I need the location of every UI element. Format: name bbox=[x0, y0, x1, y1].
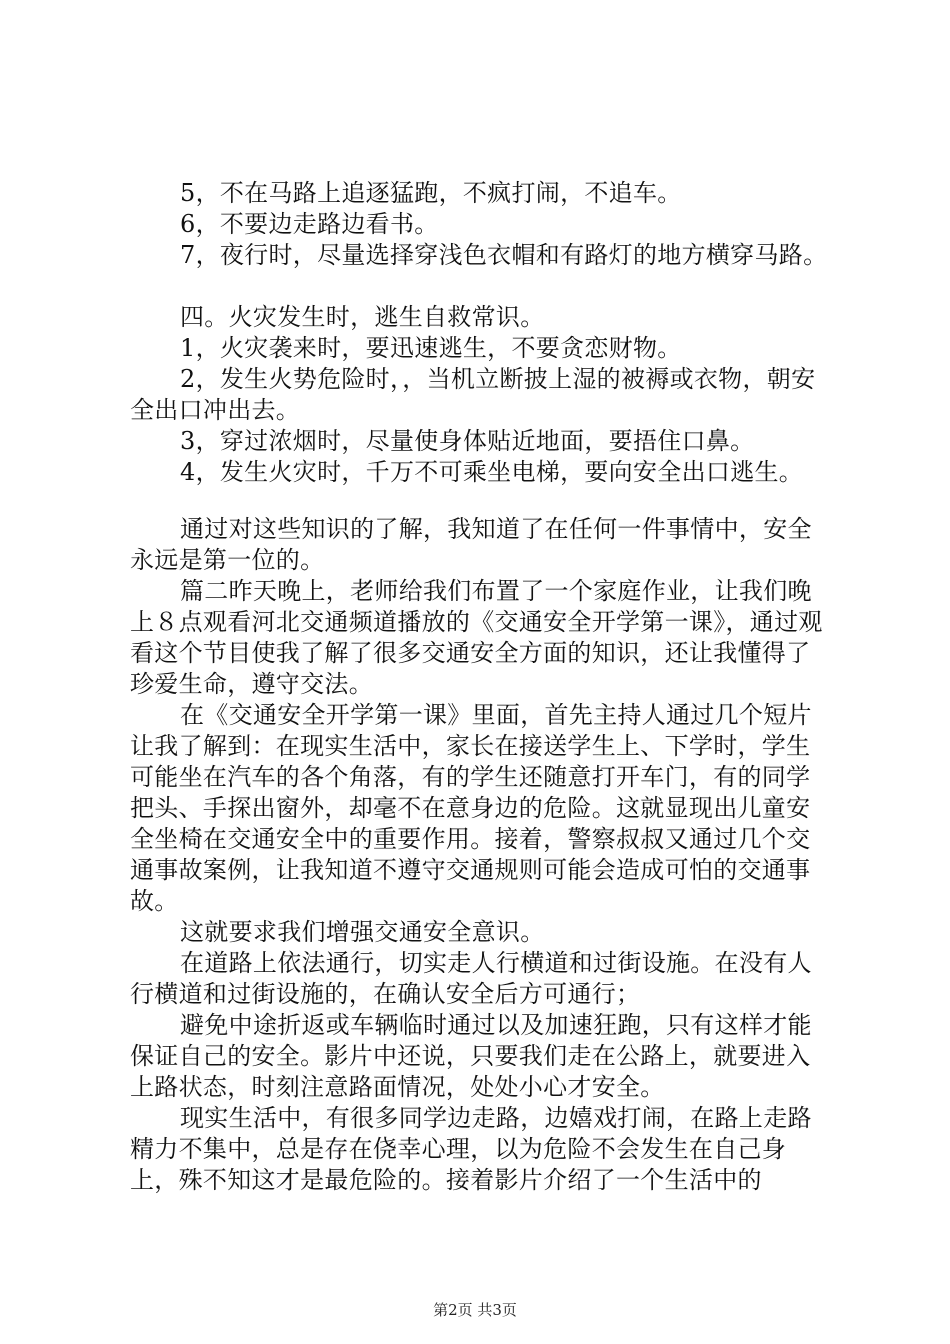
paragraph-awareness: 这就要求我们增强交通安全意识。 bbox=[180, 918, 545, 946]
paragraph-fire-4: 4，发生火灾时，千万不可乘坐电梯，要向安全出口逃生。 bbox=[180, 458, 804, 486]
paragraph-rule-5: 5，不在马路上追逐猛跑，不疯打闹，不追车。 bbox=[180, 179, 682, 207]
paragraph-crossing: 在道路上依法通行，切实走人行横道和过街设施。在没有人行横道和过街设施的，在确认安全后方可通行； bbox=[130, 949, 812, 1008]
paragraph-program-content: 在《交通安全开学第一课》里面，首先主持人通过几个短片让我了解到：在现实生活中，家长在接送学生上、下学时，学生可能坐在汽车的各个角落，有的学生还随意打开车门，有的同学把头、手探出窗外，却毫不在意身边的危险。这就显现出儿童安全坐椅在交通安全中的重要作用。接着，警察叔叔又通过几个交通事故案例，让我知道不遵守交通规则可能会造成可怕的交通事故。 bbox=[130, 701, 812, 915]
page-number-footer: 第2页 共3页 bbox=[433, 1301, 517, 1319]
paragraph-essay-two-intro: 篇二昨天晚上，老师给我们布置了一个家庭作业，让我们晚上８点观看河北交通频道播放的《交通安全开学第一课》，通过观看这个节目使我了解了很多交通安全方面的知识，还让我懂得了珍爱生命，遵守交法。 bbox=[130, 577, 823, 698]
paragraph-fire-1: 1，火灾袭来时，要迅速逃生，不要贪恋财物。 bbox=[180, 334, 682, 362]
paragraph-rule-7: 7，夜行时，尽量选择穿浅色衣帽和有路灯的地方横穿马路。 bbox=[180, 241, 828, 269]
paragraph-safety-state: 避免中途折返或车辆临时通过以及加速狂跑，只有这样才能保证自己的安全。影片中还说，只要我们走在公路上，就要进入上路状态，时刻注意路面情况，处处小心才安全。 bbox=[130, 1011, 812, 1101]
paragraph-fire-3: 3，穿过浓烟时，尽量使身体贴近地面，要捂住口鼻。 bbox=[180, 427, 755, 455]
section-heading-fire: 四。火灾发生时，逃生自救常识。 bbox=[180, 303, 545, 331]
paragraph-conclusion: 通过对这些知识的了解，我知道了在任何一件事情中，安全永远是第一位的。 bbox=[130, 515, 812, 574]
paragraph-rule-6: 6，不要边走路边看书。 bbox=[180, 210, 439, 238]
paragraph-fire-2: 2，发生火势危险时，，当机立断披上湿的被褥或衣物，朝安全出口冲出去。 bbox=[130, 365, 816, 424]
paragraph-real-life: 现实生活中，有很多同学边走路，边嬉戏打闹，在路上走路精力不集中，总是存在侥幸心理，以为危险不会发生在自己身上，殊不知这才是最危险的。接着影片介绍了一个生活中的 bbox=[130, 1104, 812, 1194]
